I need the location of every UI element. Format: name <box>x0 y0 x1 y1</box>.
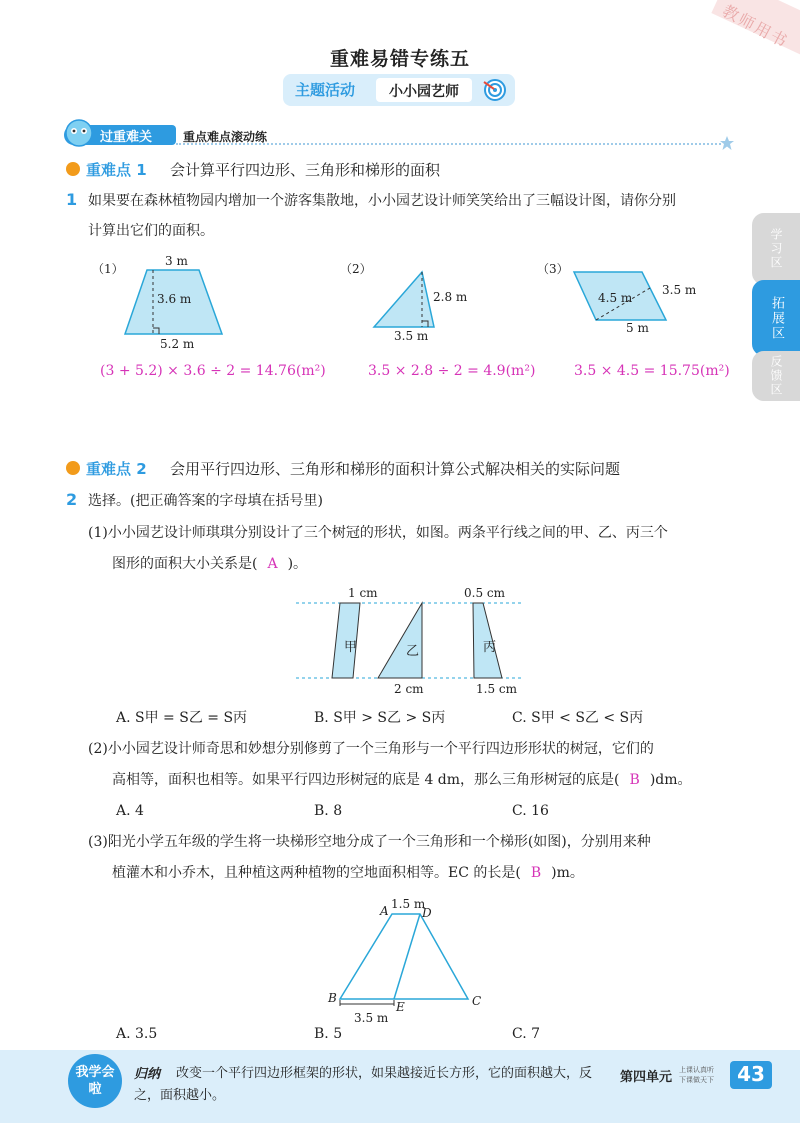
banner-label: 过重难关 <box>100 130 153 145</box>
figure-1-top-label: 3 m <box>165 254 188 268</box>
bulb-icon <box>66 162 80 176</box>
key-point-2-label: 重难点 2 <box>86 460 147 478</box>
point-d: D <box>422 906 432 920</box>
figure-3-answer: 3.5 × 4.5 = 15.75(m²) <box>574 363 730 379</box>
unit-label: 第四单元 <box>620 1070 673 1085</box>
part-3-line2 <box>112 858 584 888</box>
part-3-text-end: )m。 <box>551 865 584 881</box>
theme-value: 小小园艺师 <box>389 84 459 100</box>
figure-1-height-label: 3.6 m <box>157 292 192 306</box>
figure-2-answer: 3.5 × 2.8 ÷ 2 = 4.9(m²) <box>368 363 536 379</box>
crown-yi: 乙 <box>406 644 420 659</box>
theme-label: 主题活动 <box>295 81 356 99</box>
star-icon <box>720 136 734 150</box>
part-2-line2 <box>112 765 692 795</box>
question-2-number: 2 <box>66 490 78 509</box>
summary-line1: 改变一个平行四边形框架的形状，如果越接近长方形，它的面积越大，反 <box>176 1066 593 1081</box>
slogan-line2: 下课做天下 <box>679 1076 714 1084</box>
land-bottom-label: 3.5 m <box>354 1011 389 1025</box>
part-2-option-a: A. 4 <box>116 803 144 819</box>
key-point-1-desc: 会计算平行四边形、三角形和梯形的面积 <box>170 161 441 179</box>
question-1-line1: 如果要在森林植物园内增加一个游客集散地，小小园艺设计师笑笑给出了三幅设计图，请你分别 <box>88 193 676 209</box>
part-1-text-end: )。 <box>287 556 308 572</box>
part-1-option-c: C. S甲 < S乙 < S丙 <box>512 710 644 726</box>
banner-subtitle: 重点难点滚动练 <box>183 130 268 144</box>
figure-2-base-label: 3.5 m <box>394 329 429 343</box>
part-2-text: 高相等，面积也相等。如果平行四边形树冠的底是 4 dm，那么三角形树冠的底是( <box>112 772 620 788</box>
part-3-option-b: B. 5 <box>314 1026 343 1042</box>
part-1-line2 <box>112 549 307 579</box>
summary-line2: 之，面积越小。 <box>134 1088 226 1103</box>
figure-1-tag: （1） <box>92 262 124 276</box>
page-title: 重难易错专练五 <box>329 48 470 70</box>
part-1-answer: A <box>267 556 278 572</box>
figure-3-height-label: 4.5 m <box>598 291 633 305</box>
crown-label-top-right: 0.5 cm <box>464 586 505 600</box>
figure-2-tag: （2） <box>340 262 372 276</box>
figure-3-base-label: 5 m <box>626 321 649 335</box>
part-3-option-a: A. 3.5 <box>116 1026 158 1042</box>
question-1-number: 1 <box>66 190 78 209</box>
point-e: E <box>396 1000 405 1014</box>
part-2-line1: (2)小小园艺设计师奇思和妙想分别修剪了一个三角形与一个平行四边形形状的树冠，它们的 <box>88 741 654 757</box>
crown-label-bottom-left: 2 cm <box>394 682 424 696</box>
key-point-1-label: 重难点 1 <box>86 161 147 179</box>
figure-2-height-label: 2.8 m <box>433 290 468 304</box>
part-1-option-b: B. S甲 > S乙 > S丙 <box>314 710 446 726</box>
crown-jia: 甲 <box>344 640 358 655</box>
side-tab-feedback[interactable]: 反馈区 <box>752 351 800 401</box>
point-a: A <box>380 904 389 918</box>
part-2-text-end: )dm。 <box>649 772 692 788</box>
figure-3-tag: （3） <box>537 262 569 276</box>
part-3-line1: (3)阳光小学五年级的学生将一块梯形空地分成了一个三角形和一个梯形(如图)，分别用来种 <box>88 834 651 850</box>
question-2-intro: 选择。(把正确答案的字母填在括号里) <box>88 493 323 509</box>
crown-label-top-left: 1 cm <box>348 586 378 600</box>
part-3-text: 植灌木和小乔木，且种植这两种植物的空地面积相等。EC 的长是( <box>112 865 521 881</box>
part-3-option-c: C. 7 <box>512 1026 541 1042</box>
figure-1-bottom-label: 5.2 m <box>160 337 195 351</box>
stamp-text: 教师用书 <box>719 1 792 52</box>
figure-1-answer: (3 + 5.2) × 3.6 ÷ 2 = 14.76(m²) <box>100 363 326 379</box>
crown-bing: 丙 <box>483 640 497 655</box>
land-top-label: 1.5 m <box>391 897 426 911</box>
part-1-line1: (1)小小园艺设计师琪琪分别设计了三个树冠的形状，如图。两条平行线之间的甲、乙、丙三个 <box>88 525 668 541</box>
target-icon <box>482 78 508 102</box>
crown-label-bottom-right: 1.5 cm <box>476 682 517 696</box>
trapezoid-land-figure <box>330 906 480 1006</box>
slogan-line1: 上课认真听 <box>679 1066 714 1074</box>
part-1-option-a: A. S甲 = S乙 = S丙 <box>116 710 248 726</box>
part-2-option-b: B. 8 <box>314 803 343 819</box>
part-2-option-c: C. 16 <box>512 803 549 819</box>
figure-2-triangle <box>370 270 440 330</box>
point-b: B <box>328 991 337 1005</box>
key-point-2-desc: 会用平行四边形、三角形和梯形的面积计算公式解决相关的实际问题 <box>170 460 621 478</box>
footer-badge-text: 我学会啦 <box>75 1065 115 1097</box>
part-2-answer: B <box>629 772 640 788</box>
side-tab-extend[interactable]: 拓展区 <box>752 280 800 356</box>
cartoon-mascot-icon <box>62 118 96 148</box>
summary-label: 归纳 <box>134 1067 161 1082</box>
question-1-line2: 计算出它们的面积。 <box>88 223 214 239</box>
side-tab-study[interactable]: 学习区 <box>752 213 800 285</box>
part-3-answer: B <box>530 865 542 881</box>
part-1-text: 图形的面积大小关系是( <box>112 556 258 572</box>
figure-3-side-label: 3.5 m <box>662 283 697 297</box>
page-number: 43 <box>737 1062 765 1086</box>
bulb-icon <box>66 461 80 475</box>
point-c: C <box>472 994 482 1008</box>
banner-divider <box>176 143 721 145</box>
